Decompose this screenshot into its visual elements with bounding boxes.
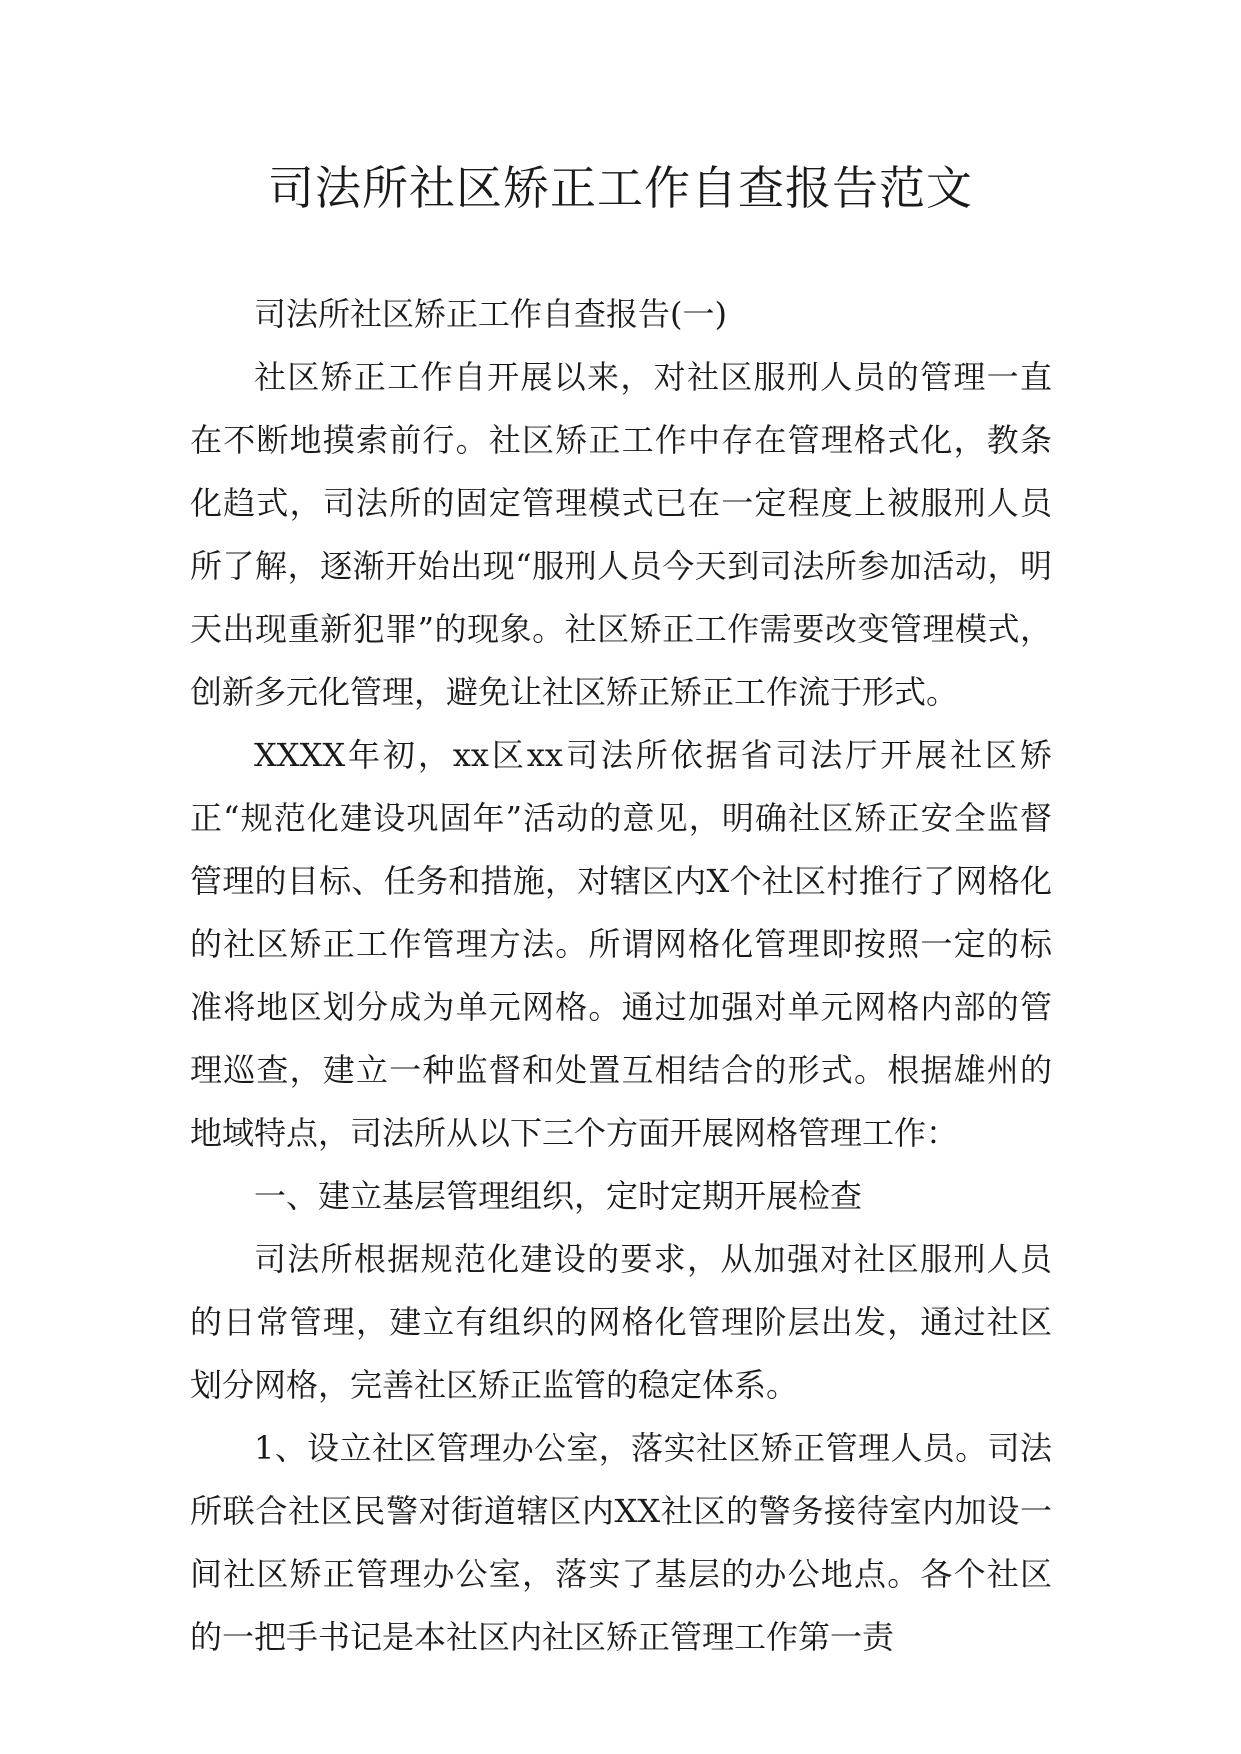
document-body bbox=[190, 283, 1052, 1669]
paragraph-background: XXXX年初，xx区xx司法所依据省司法厅开展社区矫正“规范化建设巩固年”活动的意见，明确社区矫正安全监督管理的目标、任务和措施，对辖区内X个社区村推行了网格化的社区矫正工作管理方法。所谓网格化管理即按照一定的标准将地区划分成为单元网格。通过加强对单元网格内部的管理巡查，建立一种监督和处置互相结合的形式。根据雄州的地域特点，司法所从以下三个方面开展网格管理工作： bbox=[190, 736, 1052, 1152]
paragraph-item-one: 1、设立社区管理办公室，落实社区矫正管理人员。司法所联合社区民警对街道辖区内XX社区的警务接待室内加设一间社区矫正管理办公室，落实了基层的办公地点。各个社区的一把手书记是本社区内社区矫正管理工作第一责 bbox=[190, 1429, 1052, 1656]
subheading-one: 一、建立基层管理组织，定时定期开展检查 bbox=[254, 1177, 863, 1215]
section-heading: 司法所社区矫正工作自查报告(一) bbox=[254, 295, 727, 333]
document-title: 司法所社区矫正工作自查报告范文 bbox=[268, 161, 973, 215]
paragraph-organization: 司法所根据规范化建设的要求，从加强对社区服刑人员的日常管理，建立有组织的网格化管理阶层出发，通过社区划分网格，完善社区矫正监管的稳定体系。 bbox=[190, 1240, 1052, 1404]
paragraph-intro: 社区矫正工作自开展以来，对社区服刑人员的管理一直在不断地摸索前行。社区矫正工作中存在管理格式化，教条化趋式，司法所的固定管理模式已在一定程度上被服刑人员所了解，逐渐开始出现“服刑人员今天到司法所参加活动，明天出现重新犯罪”的现象。社区矫正工作需要改变管理模式，创新多元化管理，避免让社区矫正矫正工作流于形式。 bbox=[190, 358, 1052, 711]
